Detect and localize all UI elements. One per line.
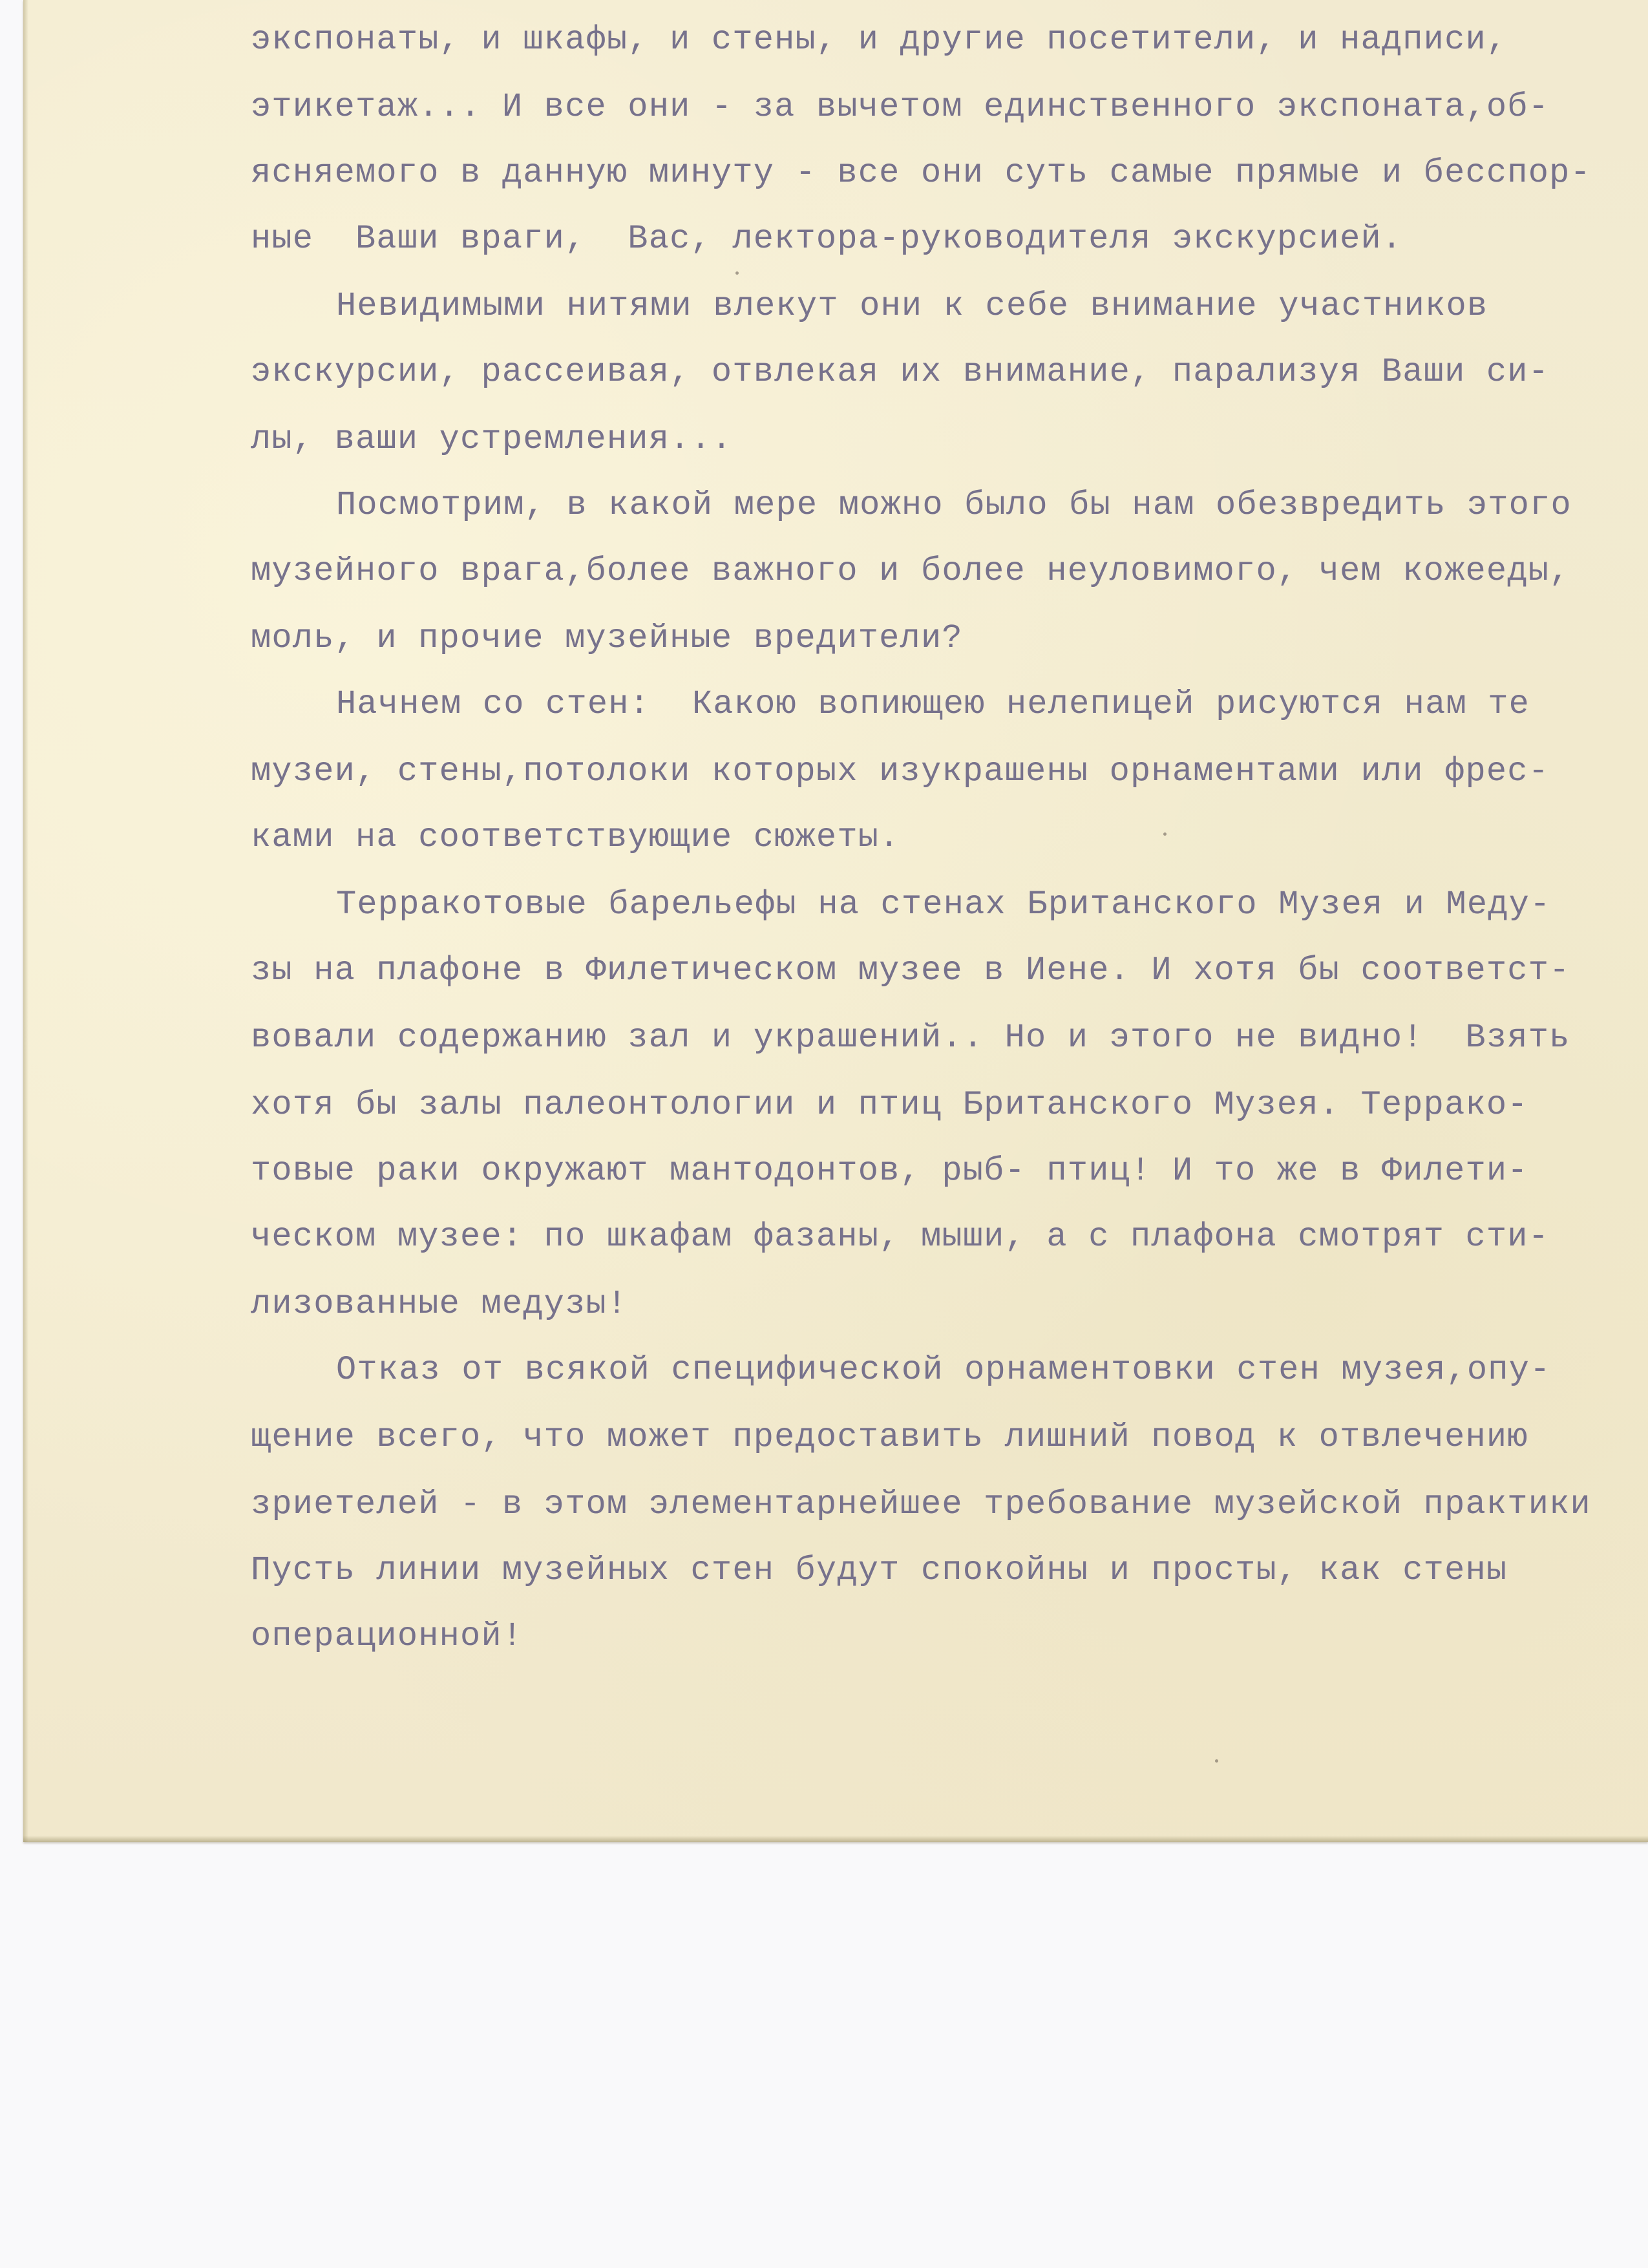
text-line: Посмотрим, в какой мере можно было бы нам обезвредить этого (336, 486, 1572, 524)
text-line: зриетелей - в этом элементарнейшее требование музейской практики (251, 1485, 1591, 1523)
text-line: ками на соответствующие сюжеты. (251, 818, 900, 856)
text-line: экспонаты, и шкафы, и стены, и другие посетители, и надписи, (251, 21, 1508, 59)
text-line: ческом музее: по шкафам фазаны, мыши, а с плафона смотрят сти- (251, 1218, 1550, 1256)
text-line: лы, ваши устремления... (251, 420, 733, 458)
paper-speck (1163, 832, 1167, 836)
text-line: Отказ от всякой специфической орнаментовки стен музея,опу- (336, 1351, 1551, 1389)
text-line: Пусть линии музейных стен будут спокойны и просты, как стены (251, 1551, 1508, 1589)
text-line: щение всего, что может предоставить лишний повод к отвлечению (251, 1418, 1528, 1456)
text-line: Терракотовые барельефы на стенах Британского Музея и Меду- (336, 885, 1551, 924)
text-line: лизованные медузы! (251, 1285, 628, 1323)
paper-speck (735, 271, 739, 275)
text-line: этикетаж... И все они - за вычетом единственного экспоната,об- (251, 88, 1550, 126)
text-line: товые раки окружают мантодонтов, рыб- птиц! И то же в Филети- (251, 1152, 1528, 1190)
text-line: ясняемого в данную минуту - все они суть самые прямые и бесспор- (251, 154, 1591, 192)
text-line: хотя бы залы палеонтологии и птиц Британского Музея. Терракo- (251, 1086, 1528, 1124)
paper-speck (1215, 1759, 1218, 1763)
text-line: Невидимыми нитями влекут они к себе внимание участников (336, 287, 1488, 325)
page-bottom-edge (23, 1836, 1648, 1842)
text-line: моль, и прочие музейные вредители? (251, 619, 963, 657)
text-line: вовали содержанию зал и украшений.. Но и этого не видно! Взять (251, 1019, 1570, 1057)
text-line: музеи, стены,потолоки которых изукрашены орнаментами или фрес- (251, 752, 1550, 790)
text-line: музейного врага,более важного и более неуловимого, чем кожееды, (251, 552, 1570, 590)
text-line: ные Ваши враги, Вас, лектора-руководителя экскурсией. (251, 220, 1403, 258)
text-line: Начнем со стен: Какою вопиющею нелепицей рисуются нам те (336, 685, 1530, 723)
text-line: экскурсии, рассеивая, отвлекая их внимание, парализуя Ваши си- (251, 353, 1550, 391)
text-line: операционной! (251, 1617, 523, 1655)
text-line: зы на плафоне в Филетическом музее в Иене. И хотя бы соответст- (251, 951, 1570, 990)
